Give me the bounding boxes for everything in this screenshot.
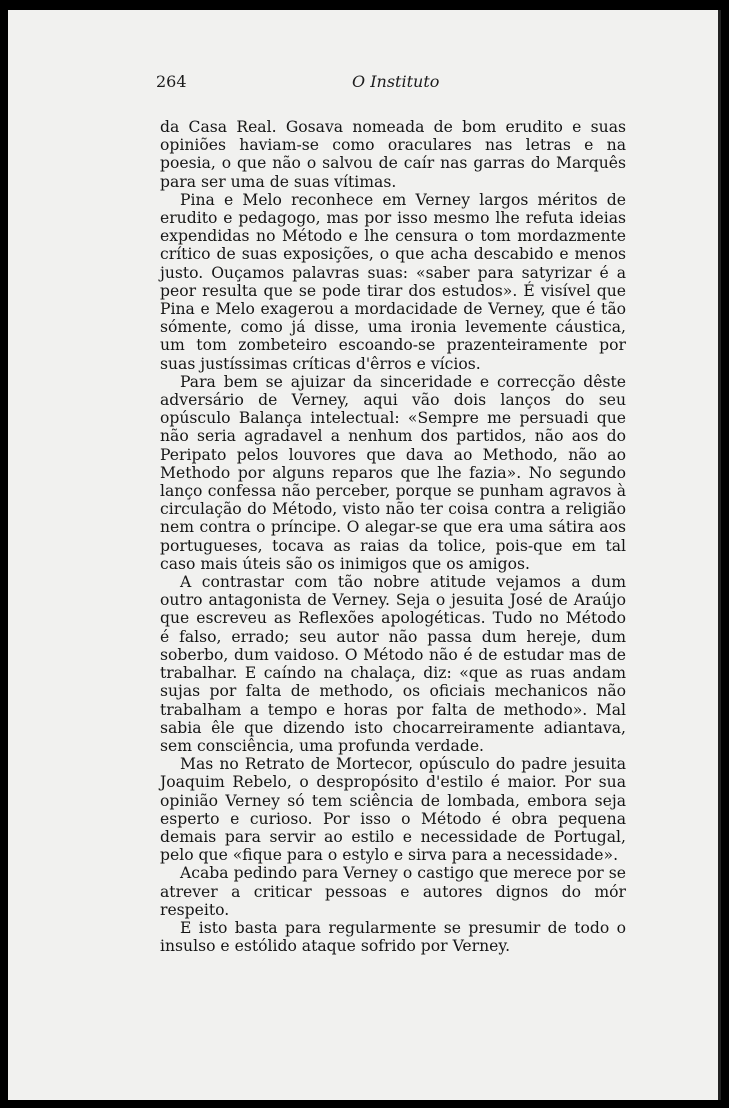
page-header xyxy=(156,72,586,94)
paragraph-1: da Casa Real. Gosava nomeada de bom erudito e suas opiniões haviam-se como oraculares nas letras e na poesia, o que não o salvou de caír nas garras do Marquês para ser uma de suas vítimas. xyxy=(160,118,626,191)
body-text xyxy=(160,118,626,955)
paragraph-3: Para bem se ajuizar da sinceridade e correcção dêste adversário de Verney, aqui vão dois lanços do seu opúsculo Balança intelectual: «Sempre me persuadi que não seria agradavel a nenhum dos partidos, não aos do Peripato pelos louvores que dava ao Methodo, não ao Methodo por alguns reparos que lhe fazia». No segundo lanço confessa não perceber, porque se punham agravos à circulação do Método, visto não ter coisa contra a religião nem contra o príncipe. O alegar-se que era uma sátira aos portugueses, tocava as raias da tolice, pois-que em tal caso mais úteis são os inimigos que os amigos. xyxy=(160,372,626,573)
paragraph-4: A contrastar com tão nobre atitude vejamos a dum outro antagonista de Verney. Seja o jesuita José de Araújo que escreveu as Reflexões apologéticas. Tudo no Método é falso, errado; seu autor não passa dum hereje, dum soberbo, dum vaidoso. O Método não é de estudar mas de trabalhar. E caíndo na chalaça, diz: «que as ruas andam sujas por falta de methodo, os oficiais mechanicos não trabalham a tempo e horas por falta de methodo». Mal sabia êle que dizendo isto chocarreiramente adiantava, sem consciência, uma profunda verdade. xyxy=(160,573,626,755)
paragraph-6: Acaba pedindo para Verney o castigo que merece por se atrever a criticar pessoas e autores dignos do mór respeito. xyxy=(160,864,626,919)
paragraph-5: Mas no Retrato de Mortecor, opúsculo do padre jesuita Joaquim Rebelo, o despropósito d'estilo é maior. Por sua opinião Verney só tem sciência de lombada, embora seja esperto e curioso. Por isso o Método é obra pequena demais para servir ao estilo e necessidade de Portugal, pelo que «fique para o estylo e sirva para a necessidade». xyxy=(160,755,626,865)
page-number: 264 xyxy=(156,72,187,91)
book-page xyxy=(8,10,721,1100)
paragraph-7: E isto basta para regularmente se presumir de todo o insulso e estólido ataque sofrido por Verney. xyxy=(160,918,626,956)
running-title: O Instituto xyxy=(352,72,440,91)
paragraph-2: Pina e Melo reconhece em Verney largos méritos de erudito e pedagogo, mas por isso mesmo lhe refuta ideias expendidas no Método e lhe censura o tom mordazmente crítico de suas exposições, o que acha descabido e menos justo. Ouçamos palavras suas: «saber para satyrizar é a peor resulta que se pode tirar dos estudos». É visível que Pina e Melo exagerou a mordacidade de Verney, que é tão sómente, como já disse, uma ironia levemente cáustica, um tom zombeteiro escoando-se prazenteiramente por suas justíssimas críticas d'êrros e vícios. xyxy=(160,190,626,373)
